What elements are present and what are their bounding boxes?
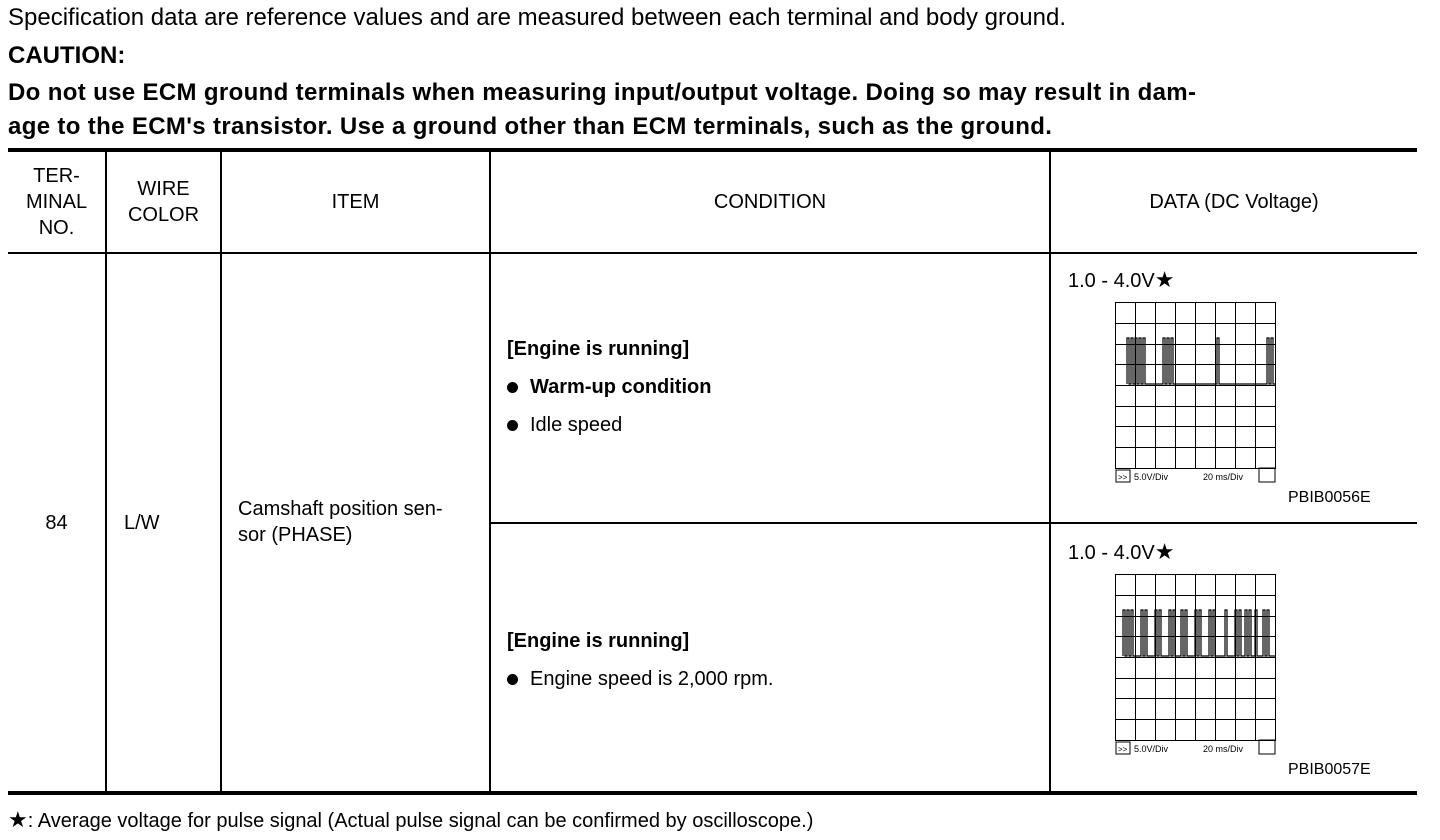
- bullet-icon: [507, 674, 518, 685]
- item-description: [238, 496, 483, 548]
- header-terminal-line: TER-: [33, 165, 80, 187]
- bullet-text: Idle speed: [530, 414, 623, 436]
- figure-id: PBIB0056E: [1288, 489, 1371, 506]
- voltage-value: [1068, 540, 1174, 565]
- footnote: [8, 806, 813, 835]
- condition-title: [Engine is running]: [507, 630, 690, 652]
- condition-2: [507, 628, 774, 692]
- caution-body: [8, 76, 1428, 144]
- condition-1: [507, 336, 711, 438]
- bullet-icon: [507, 382, 518, 393]
- scope-grid: [1115, 302, 1276, 469]
- bullet-text: Warm-up condition: [530, 376, 712, 398]
- header-item: ITEM: [331, 191, 380, 213]
- condition-bullet: [507, 412, 711, 438]
- oscilloscope-figure-2: [1115, 574, 1279, 758]
- bullet-text: Engine speed is 2,000 rpm.: [530, 668, 774, 690]
- condition-bullet: [507, 666, 774, 692]
- scope-indicator-icon: >>: [1118, 745, 1128, 754]
- header-terminal-no: [8, 152, 105, 252]
- star-icon: ★: [1154, 539, 1175, 564]
- header-wire-line: COLOR: [127, 204, 200, 226]
- item-line: sor (PHASE): [238, 524, 353, 546]
- terminal-number: 84: [45, 512, 68, 534]
- scope-time-scale: 20 ms/Div: [1203, 472, 1244, 482]
- header-terminal-line: MINAL: [25, 191, 88, 213]
- item-line: Camshaft position sen-: [238, 498, 443, 520]
- caution-line-1: Do not use ECM ground terminals when measuring input/output voltage. Doing so may result in dam-: [8, 79, 1197, 106]
- scope-corner-box: [1259, 468, 1275, 482]
- footnote-text: : Average voltage for pulse signal (Actual pulse signal can be confirmed by oscilloscope.): [27, 810, 814, 832]
- scope-grid: [1115, 574, 1276, 741]
- header-divider: [8, 252, 1417, 254]
- wire-color: L/W: [124, 512, 160, 534]
- voltage-value: [1068, 268, 1174, 293]
- scope-time-scale: 20 ms/Div: [1203, 744, 1244, 754]
- terminal-table: [8, 148, 1417, 795]
- row-divider: [489, 522, 1417, 524]
- condition-title: [Engine is running]: [507, 338, 690, 360]
- voltage-text: 1.0 - 4.0V: [1068, 270, 1155, 292]
- header-data: DATA (DC Voltage): [1149, 191, 1319, 213]
- caution-line-2: age to the ECM's transistor. Use a ground other than ECM terminals, such as the ground.: [8, 113, 1053, 140]
- condition-bullet: [507, 374, 711, 400]
- header-terminal-line: NO.: [38, 217, 75, 239]
- scope-volt-scale: 5.0V/Div: [1134, 472, 1169, 482]
- header-wire-line: WIRE: [137, 178, 190, 200]
- header-wire-color: [107, 152, 220, 252]
- scope-indicator-icon: >>: [1118, 473, 1128, 482]
- intro-text: Specification data are reference values and are measured between each terminal and body ground.: [8, 4, 1067, 31]
- header-condition: CONDITION: [713, 191, 827, 213]
- bullet-icon: [507, 420, 518, 431]
- star-icon: ★: [1154, 267, 1175, 292]
- figure-id: PBIB0057E: [1288, 761, 1371, 778]
- caution-title: CAUTION:: [8, 42, 126, 69]
- scope-volt-scale: 5.0V/Div: [1134, 744, 1169, 754]
- star-icon: ★: [8, 807, 28, 832]
- scope-corner-box: [1259, 740, 1275, 754]
- voltage-text: 1.0 - 4.0V: [1068, 542, 1155, 564]
- oscilloscope-figure-1: [1115, 302, 1279, 486]
